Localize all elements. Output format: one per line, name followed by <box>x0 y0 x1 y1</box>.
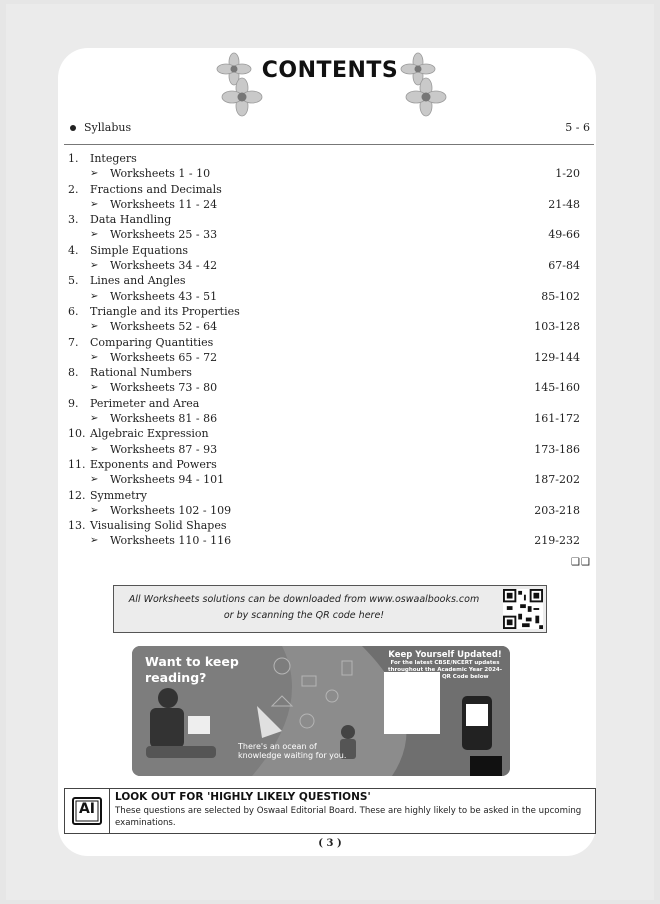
worksheet-range: Worksheets 87 - 93 <box>110 442 218 456</box>
chapter-number: 9. <box>68 396 79 410</box>
toc-worksheet-row <box>68 533 580 548</box>
chapter-number: 7. <box>68 335 79 349</box>
toc-worksheet-row <box>68 166 580 181</box>
worksheet-range: Worksheets 11 - 24 <box>110 197 218 211</box>
arrow-bullet-icon: ➢ <box>90 413 99 425</box>
chapter-number: 2. <box>68 182 79 196</box>
chapter-number: 3. <box>68 213 79 227</box>
table-of-contents <box>68 151 580 549</box>
page-range: 21-48 <box>548 197 580 211</box>
toc-chapter-row <box>68 426 580 441</box>
notice-line-2: or by scanning the QR code here! <box>223 610 385 621</box>
chapter-title: Visualising Solid Shapes <box>90 519 227 533</box>
worksheet-range: Worksheets 65 - 72 <box>110 350 218 364</box>
chapter-title: Perimeter and Area <box>90 396 200 410</box>
ai-icon-label: AI <box>78 801 96 817</box>
chapter-title: Rational Numbers <box>90 366 192 380</box>
end-marker: ❑❑ <box>571 557 591 568</box>
arrow-bullet-icon: ➢ <box>90 168 99 180</box>
page-range: 49-66 <box>548 228 580 242</box>
arrow-bullet-icon: ➢ <box>90 229 99 241</box>
worksheet-range: Worksheets 102 - 109 <box>110 503 232 517</box>
chapter-number: 4. <box>68 243 79 257</box>
chapter-title: Integers <box>90 152 137 165</box>
toc-chapter-row <box>68 396 580 411</box>
toc-chapter-row <box>68 304 580 319</box>
chapter-title: Simple Equations <box>90 243 189 257</box>
chapter-title: Algebraic Expression <box>90 427 209 441</box>
toc-chapter-row <box>68 151 580 166</box>
lookout-description: These questions are selected by Oswaal Editorial Board. These are highly likely to be asked in the upcoming examinations. <box>115 806 582 828</box>
toc-worksheet-row <box>68 197 580 212</box>
banner-ocean-text: There's an ocean of knowledge waiting for you. <box>238 742 347 760</box>
notice-text <box>114 592 494 624</box>
page-range: 203-218 <box>534 503 580 517</box>
chapter-number: 12. <box>68 488 86 502</box>
page-range: 187-202 <box>534 473 580 487</box>
arrow-bullet-icon: ➢ <box>90 443 99 455</box>
ai-icon <box>65 789 110 833</box>
toc-worksheet-row <box>68 380 580 395</box>
page-range: 67-84 <box>548 259 580 273</box>
syllabus-pages: 5 - 6 <box>565 121 590 134</box>
chapter-number: 1. <box>68 152 79 165</box>
worksheet-range: Worksheets 110 - 116 <box>110 534 232 548</box>
toc-chapter-row <box>68 243 580 258</box>
worksheet-range: Worksheets 43 - 51 <box>110 289 218 303</box>
chapter-number: 13. <box>68 519 86 533</box>
arrow-bullet-icon: ➢ <box>90 474 99 486</box>
qr-code-icon[interactable] <box>503 589 543 629</box>
page-range: 173-186 <box>534 442 580 456</box>
toc-worksheet-row <box>68 319 580 334</box>
chapter-number: 6. <box>68 304 79 318</box>
page-range: 103-128 <box>534 320 580 334</box>
arrow-bullet-icon: ➢ <box>90 321 99 333</box>
worksheet-range: Worksheets 25 - 33 <box>110 228 218 242</box>
page-range: 145-160 <box>534 381 580 395</box>
lookout-box <box>64 788 596 834</box>
arrow-bullet-icon: ➢ <box>90 382 99 394</box>
chapter-title: Symmetry <box>90 488 148 502</box>
toc-worksheet-row <box>68 289 580 304</box>
toc-worksheet-row <box>68 227 580 242</box>
toc-chapter-row <box>68 273 580 288</box>
lookout-heading: LOOK OUT FOR 'HIGHLY LIKELY QUESTIONS' <box>115 791 371 803</box>
worksheet-range: Worksheets 94 - 101 <box>110 473 225 487</box>
toc-chapter-row <box>68 182 580 197</box>
toc-chapter-row <box>68 335 580 350</box>
arrow-bullet-icon: ➢ <box>90 504 99 516</box>
arrow-bullet-icon: ➢ <box>90 260 99 272</box>
page-range: 219-232 <box>534 534 580 548</box>
toc-chapter-row <box>68 365 580 380</box>
worksheet-range: Worksheets 73 - 80 <box>110 381 218 395</box>
toc-chapter-row <box>68 518 580 533</box>
chapter-number: 11. <box>68 457 86 471</box>
arrow-bullet-icon: ➢ <box>90 198 99 210</box>
chapter-number: 10. <box>68 427 86 441</box>
chapter-title: Comparing Quantities <box>90 335 214 349</box>
chapter-title: Data Handling <box>90 213 172 227</box>
chapter-number: 8. <box>68 366 79 380</box>
toc-chapter-row <box>68 457 580 472</box>
bullet-icon <box>70 125 76 131</box>
page-range: 85-102 <box>541 289 580 303</box>
toc-chapter-row <box>68 212 580 227</box>
toc-worksheet-row <box>68 350 580 365</box>
toc-chapter-row <box>68 488 580 503</box>
toc-worksheet-row <box>68 442 580 457</box>
toc-worksheet-row <box>68 472 580 487</box>
toc-worksheet-row <box>68 503 580 518</box>
arrow-bullet-icon: ➢ <box>90 351 99 363</box>
notice-line-1: All Worksheets solutions can be downloaded from www.oswaalbooks.com <box>128 594 480 605</box>
promo-banner[interactable] <box>132 646 510 776</box>
arrow-bullet-icon: ➢ <box>90 290 99 302</box>
banner-updates-text: For the latest CBSE/NCERT updates throughout the Academic Year 2024-25, Scan the QR Code below <box>387 660 503 680</box>
chapter-title: Lines and Angles <box>90 274 186 288</box>
download-notice <box>113 585 547 633</box>
banner-want-text: Want to keep reading? <box>145 654 239 685</box>
chapter-title: Fractions and Decimals <box>90 182 222 196</box>
syllabus-label: Syllabus <box>84 121 132 134</box>
page-range: 1-20 <box>555 167 580 181</box>
chapter-title: Exponents and Powers <box>90 457 217 471</box>
page-range: 161-172 <box>534 412 580 426</box>
page-title: CONTENTS <box>261 58 399 83</box>
chapter-number: 5. <box>68 274 79 288</box>
divider <box>64 144 594 145</box>
worksheet-range: Worksheets 81 - 86 <box>110 412 218 426</box>
worksheet-range: Worksheets 34 - 42 <box>110 259 218 273</box>
worksheet-range: Worksheets 52 - 64 <box>110 320 218 334</box>
page-range: 129-144 <box>534 350 580 364</box>
toc-worksheet-row <box>68 258 580 273</box>
worksheet-range: Worksheets 1 - 10 <box>110 167 211 181</box>
arrow-bullet-icon: ➢ <box>90 535 99 547</box>
chapter-title: Triangle and its Properties <box>90 304 240 318</box>
banner-keep-updated: Keep Yourself Updated! <box>388 650 502 660</box>
page-number: ( 3 ) <box>318 838 342 849</box>
toc-worksheet-row <box>68 411 580 426</box>
